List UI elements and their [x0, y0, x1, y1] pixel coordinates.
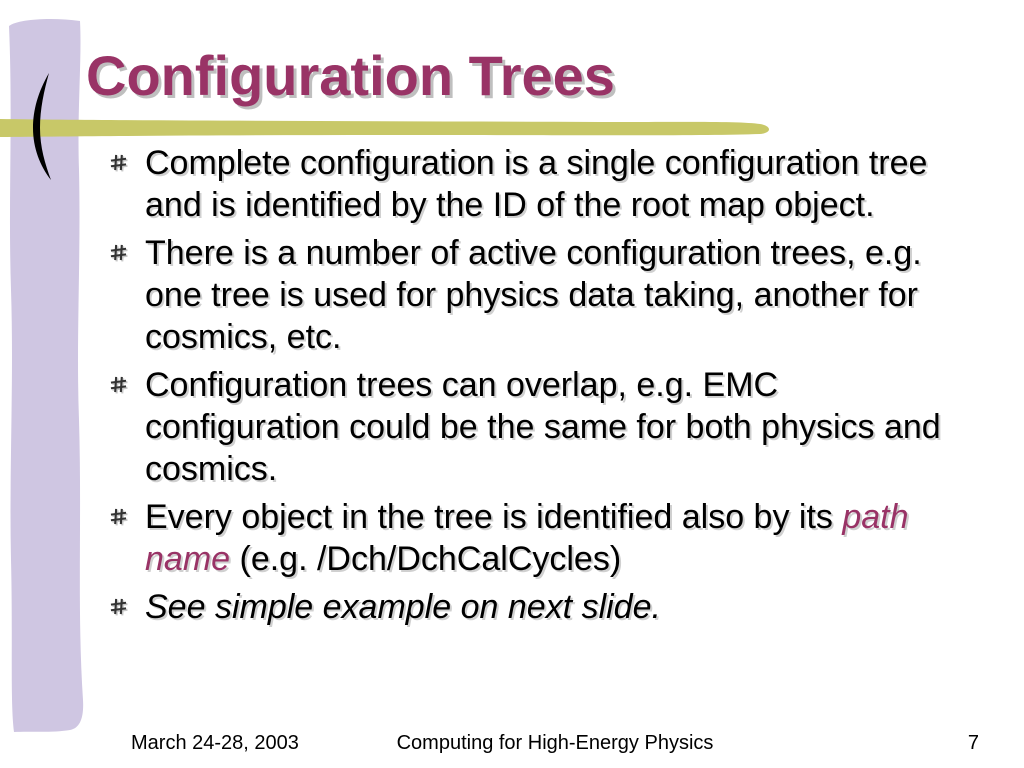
bullet-item: [145, 142, 960, 226]
bullet-text: There is a number of active configuration trees, e.g. one tree is used for physics data taking, another for cosmics, etc.: [145, 234, 922, 356]
bullet-text: Complete configuration is a single configuration tree and is identified by the ID of the root map object.: [145, 144, 928, 224]
slide-number: 7: [967, 732, 979, 754]
bullet-list: [145, 142, 960, 634]
bullet-text: Configuration trees can overlap, e.g. EMC configuration could be the same for both physics and cosmics.: [145, 366, 941, 488]
bullet-text: See simple example on next slide.: [145, 588, 661, 626]
hash-bullet-icon: [110, 598, 127, 615]
hash-bullet-icon: [110, 376, 127, 393]
accent-bar: [0, 119, 769, 137]
bullet-text: [145, 498, 909, 578]
emphasized-term: path name: [145, 498, 909, 578]
bullet-item: [145, 496, 960, 580]
bullet-text-start: Every object in the tree is identified also by its: [145, 498, 843, 536]
hash-bullet-icon: [110, 154, 127, 171]
footer-date: March 24-28, 2003: [131, 732, 299, 754]
footer-title: Computing for High-Energy Physics: [396, 732, 714, 754]
bullet-item: [145, 586, 960, 628]
bullet-item: [145, 232, 960, 358]
slide-title: Configuration Trees: [86, 44, 615, 107]
bullet-item: [145, 364, 960, 490]
hash-bullet-icon: [110, 508, 127, 525]
hash-bullet-icon: [110, 244, 127, 261]
bullet-text-end: (e.g. /Dch/DchCalCycles): [230, 540, 622, 578]
